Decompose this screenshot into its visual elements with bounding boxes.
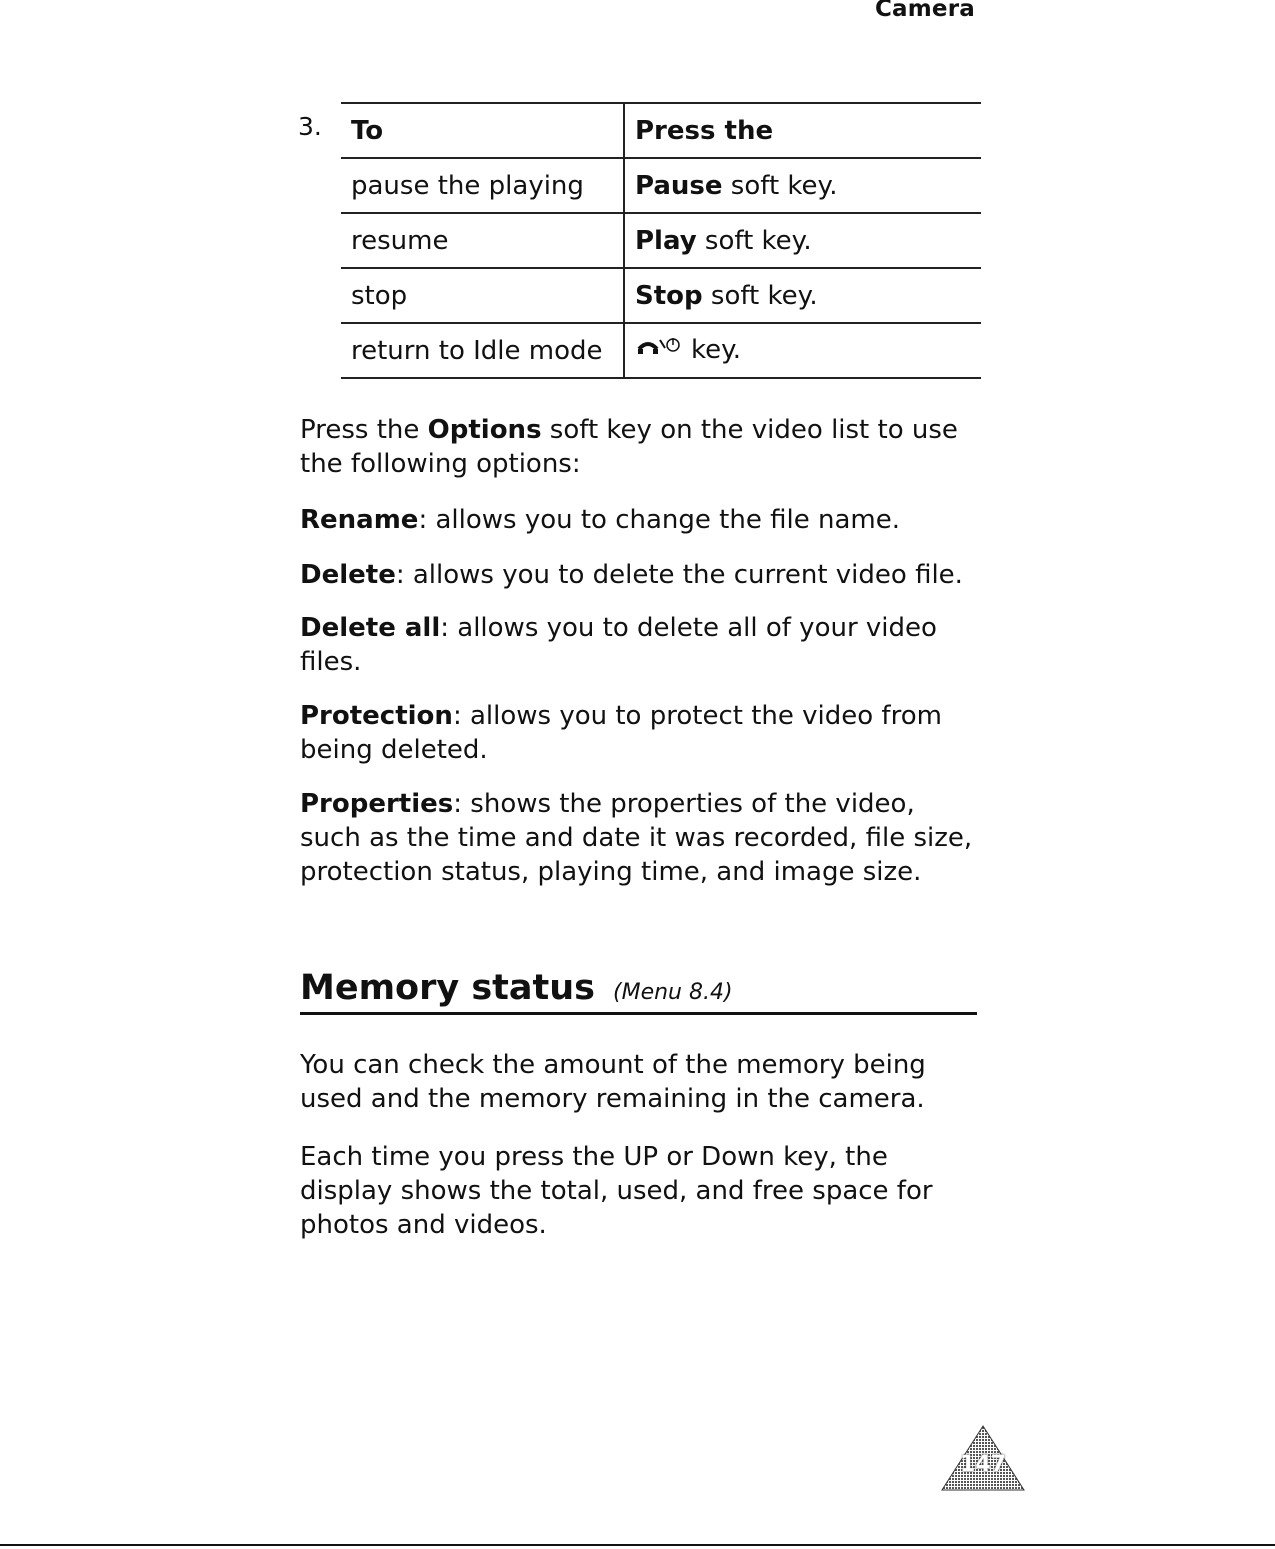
- table-row: [341, 323, 981, 378]
- option-desc: : allows you to delete the current video file.: [395, 560, 963, 590]
- table-header-row: [341, 103, 981, 158]
- key-cell: [624, 323, 981, 378]
- key-cell: [624, 158, 981, 213]
- option-delete-all: [300, 611, 980, 679]
- key-cell: [624, 213, 981, 268]
- option-properties: [300, 787, 980, 889]
- option-term: Delete: [300, 560, 396, 590]
- table-row: [341, 158, 981, 213]
- option-desc: : allows you to delete all of your video files.: [300, 613, 937, 677]
- key-suffix: soft key.: [696, 225, 812, 256]
- action-cell: pause the playing: [341, 158, 624, 213]
- option-term: Delete all: [300, 613, 441, 643]
- key-suffix: soft key.: [722, 170, 838, 201]
- key-suffix: key.: [691, 335, 742, 365]
- table-row: [341, 213, 981, 268]
- key-table: [341, 102, 981, 379]
- end-power-key-icon: [635, 335, 685, 366]
- running-head: Camera: [874, 0, 975, 22]
- column-header-to: To: [341, 103, 624, 158]
- options-intro: Press the Options soft key on the video list to use the following options:: [300, 415, 958, 479]
- option-rename: [300, 503, 980, 537]
- option-term: Protection: [300, 701, 453, 731]
- options-key: Options: [427, 415, 542, 445]
- memory-paragraph: Each time you press the UP or Down key, the display shows the total, used, and free space for photos and videos.: [300, 1142, 933, 1240]
- option-desc: : allows you to change the file name.: [418, 505, 900, 535]
- action-cell: stop: [341, 268, 624, 323]
- memory-paragraph: You can check the amount of the memory being used and the memory remaining in the camera.: [300, 1050, 926, 1114]
- column-header-press: Press the: [624, 103, 981, 158]
- option-delete: [300, 558, 980, 592]
- section-heading: [300, 968, 977, 1015]
- section-title: Memory status: [300, 968, 596, 1008]
- option-desc: : shows the properties of the video, such as the time and date it was recorded, file size, protection status, playing time, and image size.: [300, 789, 973, 887]
- page-number: 147: [960, 1452, 1006, 1477]
- action-cell: return to Idle mode: [341, 323, 624, 378]
- key-name: Stop: [635, 280, 703, 311]
- step-number: 3.: [298, 112, 322, 141]
- bottom-rule: [0, 1544, 1275, 1546]
- key-suffix: soft key.: [702, 280, 818, 311]
- key-cell: [624, 268, 981, 323]
- key-name: Pause: [635, 170, 723, 201]
- option-term: Rename: [300, 505, 419, 535]
- action-cell: resume: [341, 213, 624, 268]
- table-row: [341, 268, 981, 323]
- menu-reference: (Menu 8.4): [613, 980, 733, 1005]
- option-desc: : allows you to protect the video from being deleted.: [300, 701, 942, 765]
- key-name: Play: [635, 225, 697, 256]
- option-protection: [300, 699, 980, 767]
- option-term: Properties: [300, 789, 454, 819]
